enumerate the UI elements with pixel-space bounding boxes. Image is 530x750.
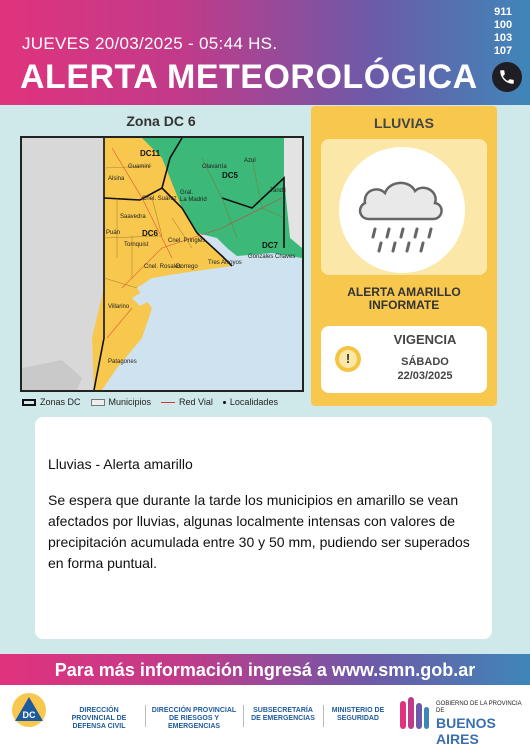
divider: [243, 705, 244, 727]
svg-text:Patagones: Patagones: [108, 359, 137, 365]
svg-text:Tres Arroyos: Tres Arroyos: [208, 260, 242, 266]
phone-icon: [492, 62, 522, 92]
alert-level-line1: ALERTA AMARILLO: [347, 285, 461, 299]
validity-date: 22/03/2025: [397, 370, 453, 382]
svg-text:Guaminí: Guaminí: [128, 164, 151, 170]
svg-text:Olavarría: Olavarría: [202, 164, 227, 170]
logo-subsecretaria: SUBSECRETARÍA DE EMERGENCIAS: [251, 707, 315, 722]
province-logo-big: BUENOS AIRES: [436, 715, 496, 747]
validity-box: [321, 326, 487, 393]
more-info-bar[interactable]: [0, 654, 530, 685]
alert-level-line2: INFORMATE: [368, 298, 440, 312]
svg-text:Villarino: Villarino: [108, 304, 130, 310]
zone-swatch: [22, 399, 36, 406]
legend-municipalities: [91, 397, 152, 407]
divider: [145, 705, 146, 727]
issue-date: JUEVES 20/03/2025 - 05:44 HS.: [22, 34, 278, 53]
province-logo-icon: [398, 695, 430, 735]
dc-logo-text: DC: [22, 710, 36, 720]
phone-number: 107: [493, 45, 513, 57]
legend-localities: [223, 397, 278, 407]
legend-zones: [22, 397, 81, 407]
footer-logos: [0, 685, 530, 750]
svg-text:DC11: DC11: [140, 149, 161, 158]
logo-defensa-civil: DIRECCIÓN PROVINCIAL DE DEFENSA CIVIL: [71, 707, 127, 730]
legend-label: Municipios: [108, 397, 152, 407]
zone-map[interactable]: [20, 136, 304, 392]
logo-riesgos: DIRECCIÓN PROVINCIAL DE RIESGOS Y EMERGENCIAS: [151, 707, 237, 730]
svg-text:DC7: DC7: [262, 241, 279, 250]
svg-text:Tornquist: Tornquist: [124, 242, 149, 248]
warning-icon: !: [335, 346, 361, 372]
svg-text:DC5: DC5: [222, 171, 239, 180]
alert-level: [311, 286, 497, 312]
description-body: Se espera que durante la tarde los municipios en amarillo se vean afectados por lluvias, algunas localmente intensas con valores de precipitación acumulada entre 30 y 50 mm, pudiendo ser superados en forma puntual.: [48, 492, 470, 571]
svg-text:Azul: Azul: [244, 158, 256, 164]
svg-text:Dorrego: Dorrego: [176, 264, 198, 270]
phone-number: 103: [493, 32, 513, 44]
page-title: ALERTA METEOROLÓGICA: [20, 58, 478, 96]
svg-text:DC6: DC6: [142, 229, 159, 238]
phone-number: 100: [493, 19, 513, 31]
svg-text:Cnel. Pringles: Cnel. Pringles: [168, 238, 206, 244]
road-swatch: [161, 402, 175, 403]
validity-day: SÁBADO: [401, 356, 449, 368]
validity-title: VIGENCIA: [393, 332, 457, 347]
more-info-link[interactable]: Para más información ingresá a www.smn.gob.ar: [54, 660, 476, 680]
svg-text:Tandil: Tandil: [270, 188, 286, 194]
legend-label: Red Vial: [179, 397, 213, 407]
civil-defense-logo: [8, 689, 50, 739]
svg-text:Cnel. Suárez: Cnel. Suárez: [142, 196, 177, 202]
weather-icon-box: [321, 139, 487, 275]
divider: [323, 705, 324, 727]
rain-cloud-icon: [339, 147, 465, 273]
legend-label: Localidades: [229, 397, 278, 407]
map-title: Zona DC 6: [126, 113, 196, 129]
svg-text:Alsina: Alsina: [108, 176, 125, 182]
map-panel: [16, 108, 306, 408]
phone-number: 911: [494, 6, 512, 18]
municipality-swatch: [91, 399, 105, 406]
svg-text:Gonzales Chaves: Gonzales Chaves: [248, 254, 296, 260]
legend-label: Zonas DC: [40, 397, 81, 407]
emergency-numbers: [490, 6, 516, 58]
svg-text:Cnel. Rosales: Cnel. Rosales: [144, 264, 182, 270]
svg-text:La Madrid: La Madrid: [180, 197, 207, 203]
legend-roads: [161, 397, 213, 407]
svg-text:Saavedra: Saavedra: [120, 214, 146, 220]
description-panel: [35, 417, 492, 639]
province-logo-small: GOBIERNO DE LA PROVINCIA DE: [436, 701, 522, 714]
alert-card: [311, 106, 497, 406]
locality-dot: [223, 401, 226, 404]
svg-text:Gral.: Gral.: [180, 190, 194, 196]
logo-ministerio: MINISTERIO DE SEGURIDAD: [331, 707, 385, 722]
header-banner: [0, 0, 530, 105]
map-legend: [22, 395, 306, 409]
svg-text:Puán: Puán: [106, 230, 121, 236]
phenomenon-title: LLUVIAS: [374, 115, 434, 131]
description-heading: Lluvias - Alerta amarillo: [48, 456, 193, 472]
